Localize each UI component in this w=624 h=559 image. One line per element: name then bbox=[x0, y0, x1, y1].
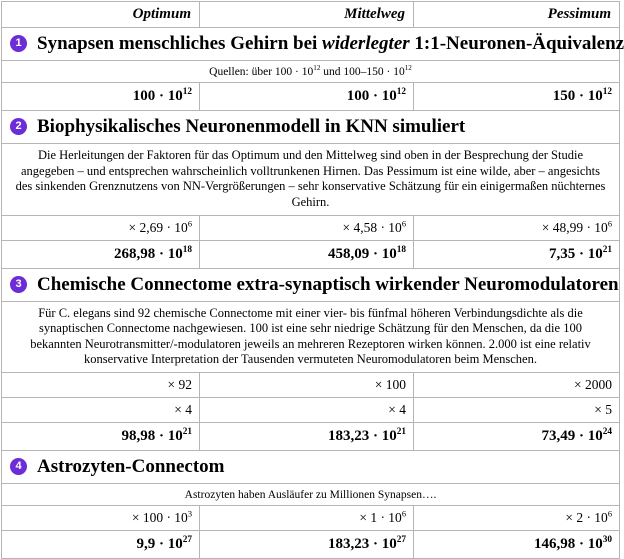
section-number-badge: 4 bbox=[10, 458, 27, 475]
section-note: Die Herleitungen der Faktoren für das Optimum und den Mittelweg sind oben in der Besprechung der Studie angegeben – und entsprechen wahrscheinlich volltrunkenen Hirnen. Das Pessimum ist eine wilde, aber – angesichts des sinkenden Grenznutzens von NN-Vergrößerungen – sehr konservative Schätzung für ein einigermaßen nüchternes Gehirn. bbox=[2, 144, 620, 216]
section-2-note-row bbox=[2, 144, 620, 216]
value-optimum: $100 \cdot 10^{12}$ bbox=[2, 83, 200, 111]
factor-pessimum: × $2 \cdot 10^6$ bbox=[414, 506, 620, 531]
header-row bbox=[2, 2, 620, 28]
value-mittelweg: $458,09 \cdot 10^{18}$ bbox=[200, 240, 414, 268]
section-3-factor-row-2 bbox=[2, 398, 620, 423]
section-note: Astrozyten haben Ausläufer zu Millionen Synapsen…. bbox=[2, 484, 620, 506]
factor-optimum: × 4 bbox=[2, 398, 200, 423]
section-title: 1 Synapsen menschliches Gehirn bei widerlegter 1:1-Neuronen-Äquivalenz bbox=[2, 28, 620, 61]
header-mittelweg: Mittelweg bbox=[200, 2, 414, 28]
header-optimum: Optimum bbox=[2, 2, 200, 28]
emphasis: widerlegter bbox=[322, 33, 410, 54]
section-3-note-row bbox=[2, 301, 620, 373]
factor-optimum: × 92 bbox=[2, 373, 200, 398]
value-optimum: $9,9 \cdot 10^{27}$ bbox=[2, 531, 200, 559]
section-3-factor-row-1 bbox=[2, 373, 620, 398]
section-4-title-row bbox=[2, 451, 620, 484]
factor-mittelweg: × $4,58 \cdot 10^6$ bbox=[200, 215, 414, 240]
section-4-note-row bbox=[2, 484, 620, 506]
value-optimum: $98,98 \cdot 10^{21}$ bbox=[2, 423, 200, 451]
section-1-title-row bbox=[2, 28, 620, 61]
factor-mittelweg: × $1 \cdot 10^6$ bbox=[200, 506, 414, 531]
section-1-source-row bbox=[2, 61, 620, 83]
value-pessimum: $146,98 \cdot 10^{30}$ bbox=[414, 531, 620, 559]
value-optimum: $268,98 \cdot 10^{18}$ bbox=[2, 240, 200, 268]
section-2-factor-row bbox=[2, 215, 620, 240]
value-pessimum: $7,35 \cdot 10^{21}$ bbox=[414, 240, 620, 268]
section-2-result-row bbox=[2, 240, 620, 268]
value-mittelweg: $100 \cdot 10^{12}$ bbox=[200, 83, 414, 111]
factor-mittelweg: × 100 bbox=[200, 373, 414, 398]
section-number-badge: 2 bbox=[10, 118, 27, 135]
factor-optimum: × $100 \cdot 10^3$ bbox=[2, 506, 200, 531]
value-mittelweg: $183,23 \cdot 10^{21}$ bbox=[200, 423, 414, 451]
section-number-badge: 3 bbox=[10, 276, 27, 293]
value-mittelweg: $183,23 \cdot 10^{27}$ bbox=[200, 531, 414, 559]
factor-pessimum: × $48,99 \cdot 10^6$ bbox=[414, 215, 620, 240]
section-title: 4 Astrozyten-Connectom bbox=[2, 451, 620, 484]
factor-mittelweg: × 4 bbox=[200, 398, 414, 423]
value-pessimum: $150 \cdot 10^{12}$ bbox=[414, 83, 620, 111]
header-pessimum: Pessimum bbox=[414, 2, 620, 28]
factor-pessimum: × 5 bbox=[414, 398, 620, 423]
section-title: 3 Chemische Connectome extra-synaptisch wirkender Neuromodulatoren bbox=[2, 268, 620, 301]
section-title: 2 Biophysikalisches Neuronenmodell in KNN simuliert bbox=[2, 111, 620, 144]
section-4-factor-row bbox=[2, 506, 620, 531]
section-2-title-row bbox=[2, 111, 620, 144]
section-number-badge: 1 bbox=[10, 35, 27, 52]
factor-pessimum: × 2000 bbox=[414, 373, 620, 398]
section-4-result-row bbox=[2, 531, 620, 559]
factor-optimum: × $2,69 \cdot 10^6$ bbox=[2, 215, 200, 240]
section-3-result-row bbox=[2, 423, 620, 451]
value-pessimum: $73,49 \cdot 10^{24}$ bbox=[414, 423, 620, 451]
section-1-result-row bbox=[2, 83, 620, 111]
section-3-title-row bbox=[2, 268, 620, 301]
section-note: Für C. elegans sind 92 chemische Connectome mit einer vier- bis fünfmal höheren Verbindungsdichte als die synaptischen Connectome nachgewiesen. 100 ist eine sehr niedrige Schätzung für den Menschen, da die 100 bekannten Neurotransmitter/-modulatoren jeweils an mehreren Rezeptoren wirken können. 2.000 ist eine relativ konservative Interpretation der Tausenden vermuteten Neuromodulatoren beim Menschen. bbox=[2, 301, 620, 373]
estimate-table bbox=[1, 1, 624, 559]
source-note: Quellen: über $100 \cdot 10^{12}$ und $100-150 \cdot 10^{12}$ bbox=[2, 61, 620, 83]
